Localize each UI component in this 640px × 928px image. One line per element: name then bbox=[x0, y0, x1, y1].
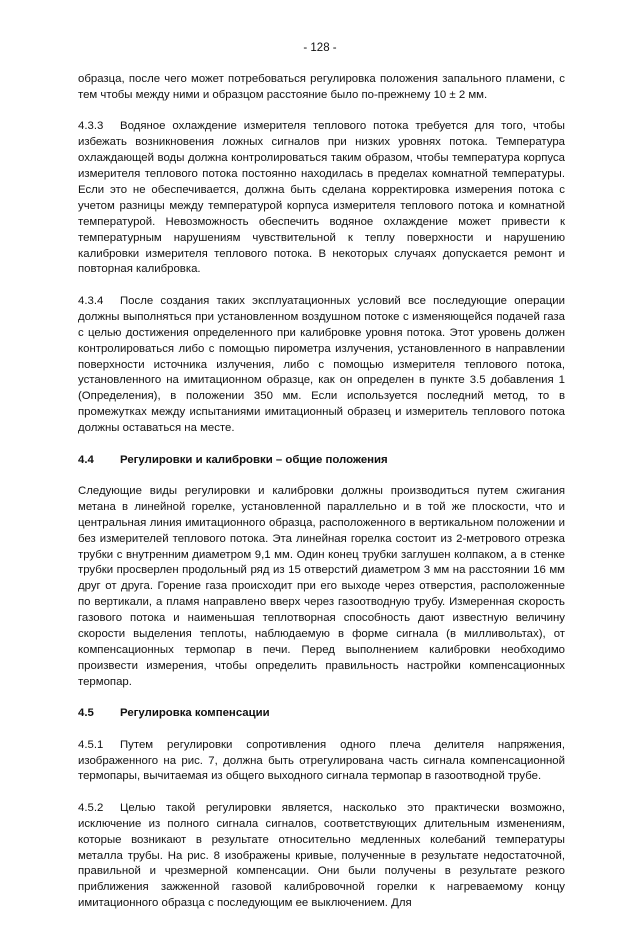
paragraph-4-5-1 bbox=[78, 738, 565, 786]
paragraph-continuation bbox=[78, 72, 565, 104]
section-heading-4-5 bbox=[78, 706, 565, 722]
section-number: 4.3.4 bbox=[78, 294, 104, 307]
paragraph-text: Целью такой регулировки является, насколько это практически возможно, исключение из полного сигнала сигналов, соответствующих длительным изменениям, которые возникают в результате относительно медленных колебаний температуры металла трубы. На рис. 8 изображены кривые, полученные в результате недостаточной, правильной и чрезмерной компенсации. Они были получены в результате резкого приближения зажженной газовой калибровочной горелки к нагреваемому концу имитационного образца с последующим ее выключением. Для bbox=[78, 801, 565, 910]
section-number: 4.3.3 bbox=[78, 120, 104, 133]
paragraph-text: После создания таких эксплуатационных условий все последующие операции должны выполняться при установленном воздушном потоке с изменяющейся подачей газа с целью достижения определенного при калибровке уровня потока. Этот уровень должен контролироваться либо с помощью пирометра излучения, установленного в направлении поверхности источника излучения, либо с помощью измерителя теплового потока, установленного на имитационном образце, как он определен в пункте 3.5 добавления 1 (Определения), в положении 350 мм. Если используется последний метод, то в промежутках между испытаниями имитационный образец и измеритель теплового потока должны оставаться на месте. bbox=[78, 294, 565, 435]
paragraph-text: Водяное охлаждение измерителя теплового потока требуется для того, чтобы избежать возникновения ложных сигналов при низких уровнях потока. Температура охлаждающей воды должна контролироваться таким образом, чтобы температура корпуса измерителя теплового потока постоянно находилась в пределах комнатной температуры. Если это не обеспечивается, должна быть сделана корректировка измерения потока с учетом разницы между температурой корпуса измерителя теплового потока и комнатной температурой. Невозможность обеспечить водяное охлаждение может привести к температурным нарушениям чувствительной к теплу поверхности и нарушению калибровки измерителя теплового потока. В некоторых случаях допускается ремонт и повторная калибровка. bbox=[78, 120, 565, 276]
section-number: 4.5.2 bbox=[78, 801, 104, 814]
section-number: 4.5 bbox=[78, 707, 94, 720]
section-heading-4-4 bbox=[78, 453, 565, 469]
paragraph-4-4-body bbox=[78, 484, 565, 691]
page-body bbox=[78, 72, 565, 928]
paragraph-text: Следующие виды регулировки и калибровки должны производиться путем сжигания метана в линейной горелке, установленной параллельно и в той же плоскости, что и центральная линия имитационного образца, расположенного в вертикальном положении и без измерителей теплового потока. Эта линейная горелка состоит из 2-метрового отрезка трубки с внутренним диаметром 9,1 мм. Один конец трубки заглушен колпаком, а в стенке трубки просверлен продольный ряд из 15 отверстий диаметром 3 мм на расстоянии 16 мм друг от друга. Горение газа происходит при его выходе через отверстия, расположенные по вертикали, а пламя направлено вверх через газоотводную трубу. Измеренная скорость газового потока и наименьшая теплотворная способность дают известную величину скорости выделения теплоты, наблюдаемую в форме сигнала (в милливольтах), от компенсационных термопар в печи. Перед выполнением калибровки необходимо произвести измерения, чтобы определить правильность настройки компенсационных термопар. bbox=[78, 484, 565, 688]
page-number: - 128 - bbox=[303, 42, 337, 54]
section-number: 4.4 bbox=[78, 453, 94, 466]
paragraph-4-3-4 bbox=[78, 294, 565, 437]
heading-text: Регулировки и калибровки – общие положения bbox=[120, 453, 388, 466]
paragraph-text: Путем регулировки сопротивления одного плеча делителя напряжения, изображенного на рис. 7, должна быть отрегулирована часть сигнала компенсационной термопары, вычитаемая из общего выходного сигнала термопар в газоотводной трубе. bbox=[78, 738, 565, 783]
paragraph-4-5-2 bbox=[78, 801, 565, 912]
paragraph-text: образца, после чего может потребоваться регулировка положения запального пламени, с тем чтобы между ними и образцом расстояние было по-прежнему 10 ± 2 мм. bbox=[78, 73, 565, 101]
section-number: 4.5.1 bbox=[78, 738, 104, 751]
heading-text: Регулировка компенсации bbox=[120, 707, 270, 720]
paragraph-4-3-3 bbox=[78, 119, 565, 278]
